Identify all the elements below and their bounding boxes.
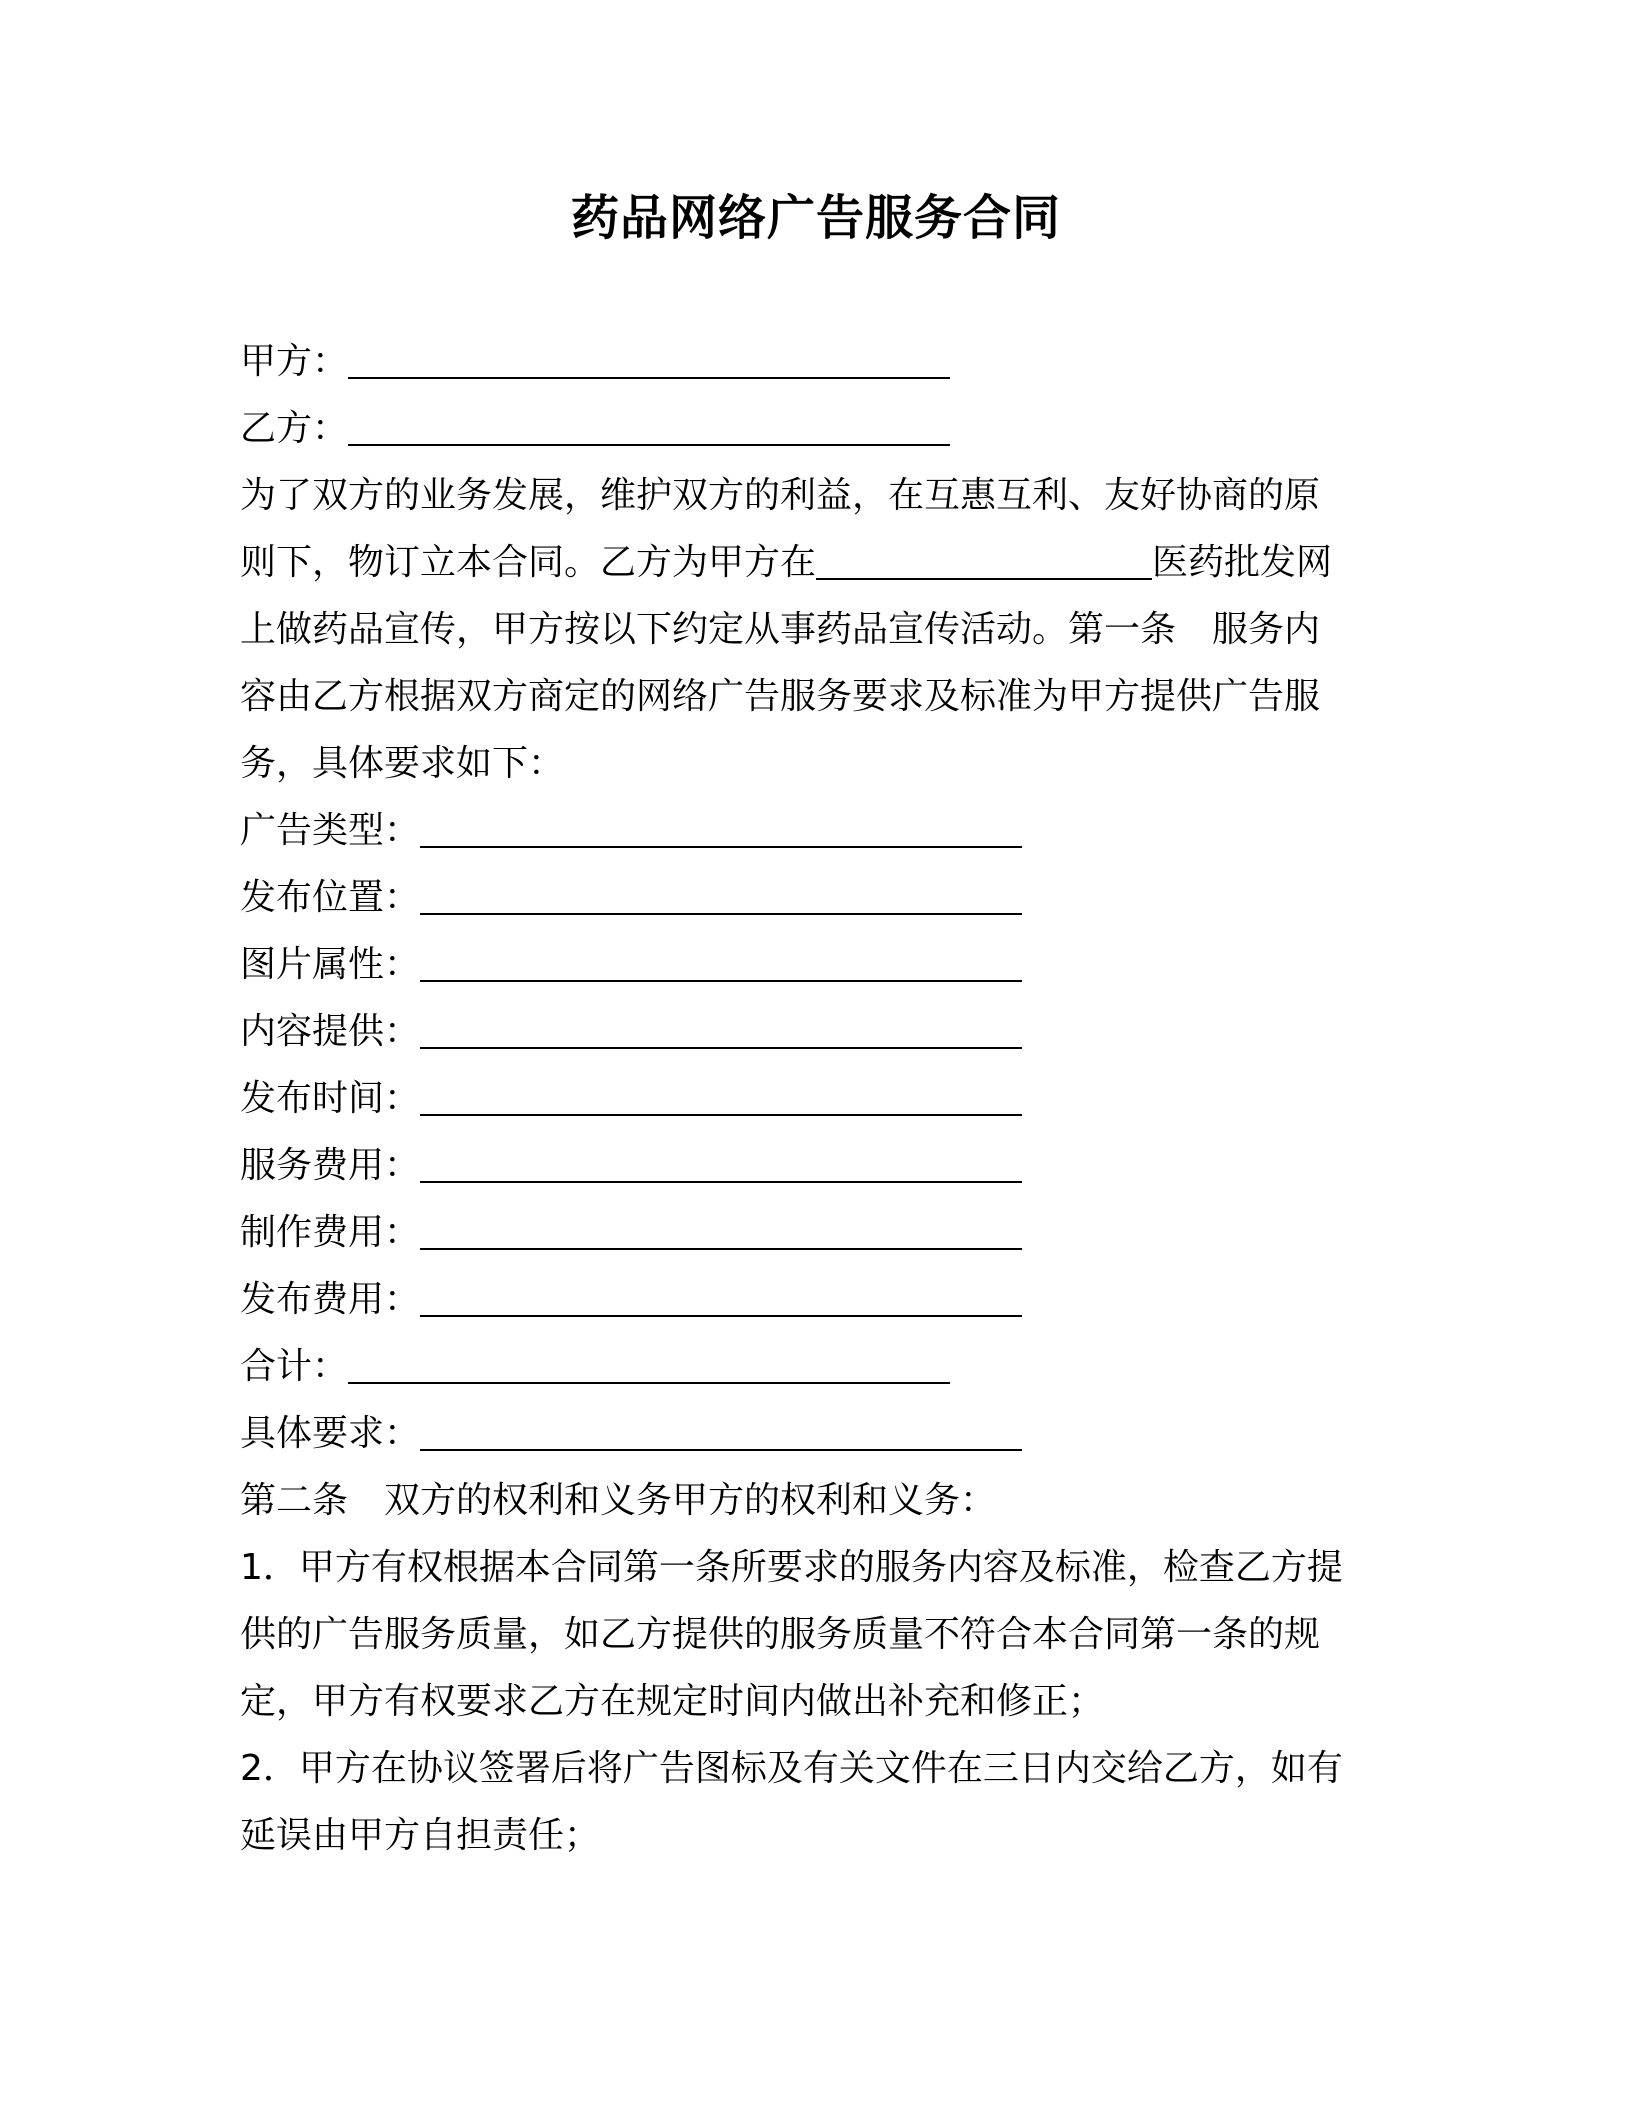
- party-a-blank: [348, 337, 950, 379]
- article-2-heading: [240, 1467, 1380, 1534]
- field-label: 发布时间：: [240, 1078, 421, 1119]
- intro-line-2-post: 医药批发网: [1152, 542, 1333, 583]
- field-blank: [420, 806, 1022, 848]
- party-b-label: 乙方：: [240, 408, 349, 449]
- intro-line-3: [240, 596, 1380, 663]
- field-blank: [420, 1208, 1022, 1250]
- requirements-label: 具体要求：: [240, 1413, 421, 1454]
- field-label: 服务费用：: [240, 1145, 421, 1186]
- intro-line-2-pre: 则下，物订立本合同。乙方为甲方在: [240, 542, 817, 583]
- article-2-item-1-line-2: 供的广告服务质量，如乙方提供的服务质量不符合本合同第一条的规: [240, 1614, 1321, 1655]
- field-label: 发布费用：: [240, 1279, 421, 1320]
- total-blank: [348, 1342, 950, 1384]
- field-label: 图片属性：: [240, 944, 421, 985]
- intro-line-1: 为了双方的业务发展，维护双方的利益，在互惠互利、友好协商的原: [240, 475, 1321, 516]
- field-publish-fee: [240, 1266, 1380, 1333]
- field-label: 制作费用：: [240, 1212, 421, 1253]
- field-blank: [420, 1007, 1022, 1049]
- article-2-item-1-line-1: 1．甲方有权根据本合同第一条所要求的服务内容及标准，检查乙方提: [240, 1547, 1343, 1588]
- field-label: 发布位置：: [240, 877, 421, 918]
- intro-line-3-post: 服务内: [1212, 609, 1321, 650]
- total-label: 合计：: [240, 1346, 349, 1387]
- intro-line-3-pre: 上做药品宣传，甲方按以下约定从事药品宣传活动。第一条: [240, 609, 1177, 650]
- field-ad-type: [240, 797, 1380, 864]
- requirements-blank: [420, 1409, 1022, 1451]
- field-label: 广告类型：: [240, 810, 421, 851]
- field-blank: [420, 1275, 1022, 1317]
- party-b-blank: [348, 404, 950, 446]
- website-name-blank: [816, 538, 1152, 580]
- field-publish-time: [240, 1065, 1380, 1132]
- party-a-label: 甲方：: [240, 341, 349, 382]
- intro-line-4: 容由乙方根据双方商定的网络广告服务要求及标准为甲方提供广告服: [240, 676, 1321, 717]
- field-blank: [420, 873, 1022, 915]
- article-2-title: 双方的权利和义务甲方的权利和义务：: [384, 1480, 997, 1521]
- field-label: 内容提供：: [240, 1011, 421, 1052]
- article-2-number: 第二条: [240, 1480, 349, 1521]
- field-blank: [420, 940, 1022, 982]
- party-a-line: [240, 328, 1380, 395]
- field-total: [240, 1333, 1380, 1400]
- field-service-fee: [240, 1132, 1380, 1199]
- party-b-line: [240, 395, 1380, 462]
- contract-body: [240, 328, 1380, 1869]
- intro-line-2: [240, 529, 1380, 596]
- article-2-item-2-line-2: 延误由甲方自担责任；: [240, 1815, 601, 1856]
- article-2-item-1-line-3: 定，甲方有权要求乙方在规定时间内做出补充和修正；: [240, 1681, 1105, 1722]
- field-image-attr: [240, 931, 1380, 998]
- intro-line-5: 务，具体要求如下：: [240, 743, 565, 784]
- document-title: 药品网络广告服务合同: [570, 190, 1061, 246]
- field-requirements: [240, 1400, 1380, 1467]
- field-production-fee: [240, 1199, 1380, 1266]
- field-blank: [420, 1074, 1022, 1116]
- field-position: [240, 864, 1380, 931]
- article-2-item-2-line-1: 2．甲方在协议签署后将广告图标及有关文件在三日内交给乙方，如有: [240, 1748, 1343, 1789]
- field-blank: [420, 1141, 1022, 1183]
- field-content: [240, 998, 1380, 1065]
